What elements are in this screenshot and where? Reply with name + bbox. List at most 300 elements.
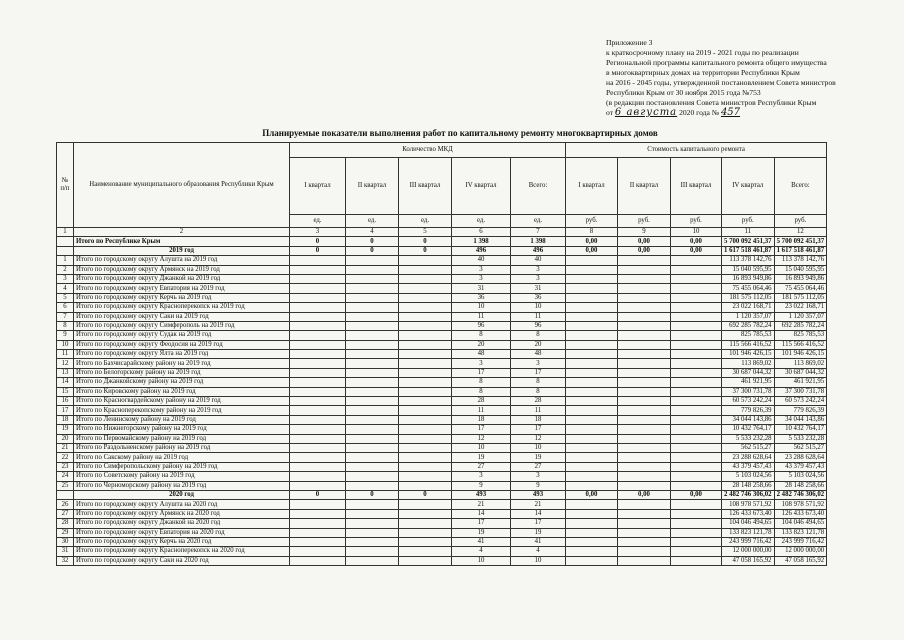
q3-cost-cell bbox=[671, 519, 722, 528]
row-number-cell: 8 bbox=[57, 321, 74, 330]
total-count-cell: 4 bbox=[511, 547, 566, 556]
total-cost-cell: 104 046 494,65 bbox=[774, 519, 827, 528]
q4-count-cell: 40 bbox=[452, 256, 511, 265]
q4-count-cell: 8 bbox=[452, 378, 511, 387]
appendix-line: Республики Крым от 30 ноября 2015 года №753 bbox=[606, 88, 761, 97]
row-name-cell: Итого по городскому округу Алушта на 2020 год bbox=[74, 500, 290, 509]
q2-cost-cell bbox=[618, 387, 671, 396]
q4-count-cell: 493 bbox=[452, 490, 511, 499]
q1-cost-cell bbox=[566, 293, 618, 302]
total-cost-cell: 562 515,27 bbox=[774, 443, 827, 452]
q4-cost-cell: 113 869,02 bbox=[722, 359, 775, 368]
q4-count-cell: 11 bbox=[452, 312, 511, 321]
q3-cost-cell bbox=[671, 453, 722, 462]
appendix-line: в многоквартирных домах на территории Республики Крым bbox=[606, 68, 800, 77]
q2-count-cell bbox=[346, 547, 399, 556]
unit-cell: руб. bbox=[722, 215, 775, 228]
row-name-cell: Итого по городскому округу Судак на 2019 год bbox=[74, 331, 290, 340]
total-count-cell: 10 bbox=[511, 556, 566, 565]
q4-cost-cell: 133 823 121,78 bbox=[722, 528, 775, 537]
q2-cost-cell bbox=[618, 303, 671, 312]
q3-count-cell bbox=[399, 481, 452, 490]
row-number-cell: 31 bbox=[57, 547, 74, 556]
q3-count-cell: 0 bbox=[399, 246, 452, 255]
table-row bbox=[57, 509, 827, 518]
q4-count-cell: 10 bbox=[452, 556, 511, 565]
q1-cost-cell bbox=[566, 434, 618, 443]
table-row bbox=[57, 547, 827, 556]
q4-count-cell: 8 bbox=[452, 387, 511, 396]
appendix-line: Приложение 3 bbox=[606, 38, 653, 47]
q1-cost-cell: 0,00 bbox=[566, 490, 618, 499]
q3-count-cell bbox=[399, 312, 452, 321]
total-cost-cell: 23 288 628,64 bbox=[774, 453, 827, 462]
q4-cost-cell: 10 432 764,17 bbox=[722, 425, 775, 434]
total-cost-cell: 23 022 168,71 bbox=[774, 303, 827, 312]
q2-count-cell bbox=[346, 321, 399, 330]
q2-count-cell bbox=[346, 528, 399, 537]
row-name-cell: Итого по Раздольненскому району на 2019 год bbox=[74, 443, 290, 452]
row-name-cell: Итого по городскому округу Алушта на 2019 год bbox=[74, 256, 290, 265]
row-name-cell: Итого по Ленинскому району на 2019 год bbox=[74, 415, 290, 424]
q4-cost-cell: 5 700 092 451,37 bbox=[722, 237, 775, 246]
header-cost-q1: I квартал bbox=[566, 158, 618, 215]
q2-cost-cell bbox=[618, 415, 671, 424]
q4-cost-cell: 15 040 595,95 bbox=[722, 265, 775, 274]
row-number-cell: 28 bbox=[57, 519, 74, 528]
total-count-cell: 96 bbox=[511, 321, 566, 330]
q1-count-cell bbox=[290, 274, 346, 283]
q3-cost-cell bbox=[671, 293, 722, 302]
table-row bbox=[57, 453, 827, 462]
row-name-cell: Итого по Симферопольскому району на 2019 год bbox=[74, 462, 290, 471]
table-row bbox=[57, 537, 827, 546]
q3-cost-cell bbox=[671, 462, 722, 471]
table-row bbox=[57, 265, 827, 274]
q4-cost-cell: 23 288 628,64 bbox=[722, 453, 775, 462]
handwritten-number: 457 bbox=[720, 107, 741, 118]
row-name-cell: Итого по Республике Крым bbox=[74, 237, 290, 246]
q1-count-cell bbox=[290, 340, 346, 349]
q3-cost-cell bbox=[671, 500, 722, 509]
total-count-cell: 19 bbox=[511, 528, 566, 537]
q2-cost-cell bbox=[618, 274, 671, 283]
q1-count-cell bbox=[290, 265, 346, 274]
total-cost-cell: 101 946 426,15 bbox=[774, 350, 827, 359]
q4-count-cell: 96 bbox=[452, 321, 511, 330]
q2-cost-cell bbox=[618, 293, 671, 302]
total-cost-cell: 10 432 764,17 bbox=[774, 425, 827, 434]
total-count-cell: 31 bbox=[511, 284, 566, 293]
q2-cost-cell bbox=[618, 547, 671, 556]
total-cost-cell: 34 044 143,86 bbox=[774, 415, 827, 424]
q3-count-cell bbox=[399, 368, 452, 377]
q3-count-cell bbox=[399, 453, 452, 462]
colnum-cell: 2 bbox=[74, 228, 290, 237]
q1-count-cell bbox=[290, 293, 346, 302]
header-cost-total: Всего: bbox=[774, 158, 827, 215]
table-row bbox=[57, 519, 827, 528]
total-count-cell: 10 bbox=[511, 303, 566, 312]
q1-count-cell bbox=[290, 406, 346, 415]
row-number-cell: 22 bbox=[57, 453, 74, 462]
row-name-cell: Итого по Красногвардейскому району на 2019 год bbox=[74, 397, 290, 406]
header-cost-q4: IV квартал bbox=[722, 158, 775, 215]
table-row bbox=[57, 340, 827, 349]
colnum-cell: 12 bbox=[774, 228, 827, 237]
q2-cost-cell bbox=[618, 397, 671, 406]
q4-count-cell: 3 bbox=[452, 359, 511, 368]
q2-count-cell bbox=[346, 359, 399, 368]
total-cost-cell: 15 040 595,95 bbox=[774, 265, 827, 274]
q4-cost-cell: 30 687 044,32 bbox=[722, 368, 775, 377]
total-cost-cell: 113 869,02 bbox=[774, 359, 827, 368]
total-cost-cell: 43 379 457,43 bbox=[774, 462, 827, 471]
q2-count-cell bbox=[346, 425, 399, 434]
row-name-cell: Итого по городскому округу Джанкой на 2020 год bbox=[74, 519, 290, 528]
q1-cost-cell bbox=[566, 274, 618, 283]
total-count-cell: 41 bbox=[511, 537, 566, 546]
q2-count-cell bbox=[346, 443, 399, 452]
q4-count-cell: 3 bbox=[452, 472, 511, 481]
row-number-cell: 32 bbox=[57, 556, 74, 565]
from-prefix: от bbox=[606, 108, 614, 117]
table-row bbox=[57, 387, 827, 396]
q2-cost-cell bbox=[618, 284, 671, 293]
q4-count-cell: 18 bbox=[452, 415, 511, 424]
total-count-cell: 10 bbox=[511, 443, 566, 452]
handwritten-date: 6 августа bbox=[614, 107, 678, 118]
total-cost-cell: 5 103 024,56 bbox=[774, 472, 827, 481]
q1-cost-cell bbox=[566, 321, 618, 330]
q4-count-cell: 20 bbox=[452, 340, 511, 349]
q3-cost-cell bbox=[671, 340, 722, 349]
row-number-cell: 6 bbox=[57, 303, 74, 312]
q2-cost-cell bbox=[618, 462, 671, 471]
q2-cost-cell bbox=[618, 453, 671, 462]
table-row bbox=[57, 256, 827, 265]
q1-cost-cell bbox=[566, 340, 618, 349]
q2-cost-cell: 0,00 bbox=[618, 490, 671, 499]
table-row bbox=[57, 350, 827, 359]
q2-count-cell bbox=[346, 265, 399, 274]
row-number-cell: 3 bbox=[57, 274, 74, 283]
q1-cost-cell bbox=[566, 397, 618, 406]
colnum-cell: 5 bbox=[399, 228, 452, 237]
q3-count-cell bbox=[399, 274, 452, 283]
q4-cost-cell: 60 573 242,24 bbox=[722, 397, 775, 406]
total-count-cell: 1 398 bbox=[511, 237, 566, 246]
q1-cost-cell bbox=[566, 547, 618, 556]
row-number-cell: 20 bbox=[57, 434, 74, 443]
row-number-cell: 17 bbox=[57, 406, 74, 415]
q1-count-cell bbox=[290, 528, 346, 537]
total-count-cell: 17 bbox=[511, 519, 566, 528]
row-name-cell: Итого по городскому округу Армянск на 2020 год bbox=[74, 509, 290, 518]
q3-cost-cell bbox=[671, 331, 722, 340]
total-cost-cell: 16 893 949,86 bbox=[774, 274, 827, 283]
q1-cost-cell bbox=[566, 265, 618, 274]
q4-cost-cell: 113 378 142,76 bbox=[722, 256, 775, 265]
row-name-cell: Итого по городскому округу Симферополь на 2019 год bbox=[74, 321, 290, 330]
table-row bbox=[57, 246, 827, 255]
total-count-cell: 19 bbox=[511, 453, 566, 462]
q3-count-cell: 0 bbox=[399, 490, 452, 499]
q4-cost-cell: 1 120 357,07 bbox=[722, 312, 775, 321]
table-row bbox=[57, 274, 827, 283]
q1-cost-cell bbox=[566, 368, 618, 377]
q4-count-cell: 19 bbox=[452, 528, 511, 537]
total-cost-cell: 5 700 092 451,37 bbox=[774, 237, 827, 246]
q1-count-cell bbox=[290, 453, 346, 462]
q1-count-cell bbox=[290, 425, 346, 434]
table-row bbox=[57, 284, 827, 293]
q3-cost-cell bbox=[671, 406, 722, 415]
date-line bbox=[606, 108, 896, 118]
colnum-cell: 9 bbox=[618, 228, 671, 237]
total-cost-cell: 181 575 112,05 bbox=[774, 293, 827, 302]
q3-count-cell bbox=[399, 425, 452, 434]
total-cost-cell: 12 000 000,00 bbox=[774, 547, 827, 556]
q4-count-cell: 36 bbox=[452, 293, 511, 302]
total-count-cell: 9 bbox=[511, 481, 566, 490]
q3-cost-cell bbox=[671, 528, 722, 537]
row-name-cell: Итого по Сакскому району на 2019 год bbox=[74, 453, 290, 462]
q2-cost-cell bbox=[618, 359, 671, 368]
q3-count-cell bbox=[399, 350, 452, 359]
q2-count-cell: 0 bbox=[346, 237, 399, 246]
q4-count-cell: 41 bbox=[452, 537, 511, 546]
total-count-cell: 48 bbox=[511, 350, 566, 359]
q1-cost-cell bbox=[566, 284, 618, 293]
table-row bbox=[57, 415, 827, 424]
q1-cost-cell: 0,00 bbox=[566, 237, 618, 246]
plan-table bbox=[56, 142, 827, 566]
row-number-cell: 5 bbox=[57, 293, 74, 302]
q1-count-cell bbox=[290, 387, 346, 396]
q2-count-cell bbox=[346, 368, 399, 377]
table-row bbox=[57, 481, 827, 490]
total-cost-cell: 461 921,95 bbox=[774, 378, 827, 387]
row-number-cell bbox=[57, 246, 74, 255]
colnum-cell: 3 bbox=[290, 228, 346, 237]
table-row bbox=[57, 472, 827, 481]
row-name-cell: Итого по городскому округу Керчь на 2020 год bbox=[74, 537, 290, 546]
total-count-cell: 11 bbox=[511, 312, 566, 321]
table-row bbox=[57, 434, 827, 443]
row-number-cell: 21 bbox=[57, 443, 74, 452]
q4-count-cell: 11 bbox=[452, 406, 511, 415]
total-cost-cell: 37 300 731,78 bbox=[774, 387, 827, 396]
q4-count-cell: 17 bbox=[452, 425, 511, 434]
q2-count-cell bbox=[346, 481, 399, 490]
q3-cost-cell bbox=[671, 265, 722, 274]
q2-cost-cell bbox=[618, 481, 671, 490]
row-name-cell: Итого по Нижнегорскому району на 2019 год bbox=[74, 425, 290, 434]
q4-count-cell: 48 bbox=[452, 350, 511, 359]
total-cost-cell: 126 433 673,40 bbox=[774, 509, 827, 518]
q3-count-cell: 0 bbox=[399, 237, 452, 246]
q3-cost-cell bbox=[671, 509, 722, 518]
q1-cost-cell bbox=[566, 425, 618, 434]
q4-count-cell: 17 bbox=[452, 368, 511, 377]
unit-cell: ед. bbox=[511, 215, 566, 228]
unit-cell: руб. bbox=[618, 215, 671, 228]
total-cost-cell: 75 455 064,46 bbox=[774, 284, 827, 293]
table-row bbox=[57, 462, 827, 471]
q1-count-cell bbox=[290, 284, 346, 293]
q3-cost-cell bbox=[671, 321, 722, 330]
q1-cost-cell bbox=[566, 350, 618, 359]
row-number-cell: 30 bbox=[57, 537, 74, 546]
q2-count-cell bbox=[346, 434, 399, 443]
q3-count-cell bbox=[399, 406, 452, 415]
q1-cost-cell bbox=[566, 472, 618, 481]
q2-cost-cell bbox=[618, 500, 671, 509]
q1-cost-cell: 0,00 bbox=[566, 246, 618, 255]
q2-cost-cell bbox=[618, 519, 671, 528]
q3-count-cell bbox=[399, 415, 452, 424]
row-name-cell: Итого по городскому округу Феодосия на 2019 год bbox=[74, 340, 290, 349]
q1-cost-cell bbox=[566, 528, 618, 537]
q4-cost-cell: 28 148 258,66 bbox=[722, 481, 775, 490]
q3-count-cell bbox=[399, 556, 452, 565]
q2-count-cell bbox=[346, 350, 399, 359]
q4-count-cell: 3 bbox=[452, 274, 511, 283]
q1-cost-cell bbox=[566, 462, 618, 471]
q3-cost-cell bbox=[671, 443, 722, 452]
q2-cost-cell: 0,00 bbox=[618, 246, 671, 255]
q1-cost-cell bbox=[566, 415, 618, 424]
q4-cost-cell: 37 300 731,78 bbox=[722, 387, 775, 396]
row-name-cell: Итого по городскому округу Евпатория на 2019 год bbox=[74, 284, 290, 293]
q2-count-cell bbox=[346, 331, 399, 340]
q3-count-cell bbox=[399, 387, 452, 396]
row-name-cell: Итого по Первомайскому району на 2019 год bbox=[74, 434, 290, 443]
table-row bbox=[57, 500, 827, 509]
q4-cost-cell: 779 826,39 bbox=[722, 406, 775, 415]
q2-cost-cell bbox=[618, 340, 671, 349]
q2-count-cell bbox=[346, 453, 399, 462]
q4-count-cell: 21 bbox=[452, 500, 511, 509]
q4-count-cell: 496 bbox=[452, 246, 511, 255]
q2-cost-cell bbox=[618, 406, 671, 415]
header-q3: III квартал bbox=[399, 158, 452, 215]
table-row bbox=[57, 490, 827, 499]
total-count-cell: 3 bbox=[511, 472, 566, 481]
q3-cost-cell bbox=[671, 415, 722, 424]
header-q2: II квартал bbox=[346, 158, 399, 215]
q1-count-cell bbox=[290, 397, 346, 406]
appendix-line: к краткосрочному плану на 2019 - 2021 годы по реализации bbox=[606, 48, 799, 57]
table-row bbox=[57, 331, 827, 340]
q2-cost-cell bbox=[618, 368, 671, 377]
header-count-group: Количество МКД bbox=[290, 143, 566, 158]
q3-count-cell bbox=[399, 500, 452, 509]
q3-cost-cell bbox=[671, 359, 722, 368]
row-number-cell: 2 bbox=[57, 265, 74, 274]
q1-cost-cell bbox=[566, 509, 618, 518]
total-cost-cell: 47 058 165,92 bbox=[774, 556, 827, 565]
q3-count-cell bbox=[399, 443, 452, 452]
q4-cost-cell: 5 103 024,56 bbox=[722, 472, 775, 481]
q3-count-cell bbox=[399, 519, 452, 528]
q2-cost-cell bbox=[618, 443, 671, 452]
q3-cost-cell bbox=[671, 547, 722, 556]
total-cost-cell: 243 999 716,42 bbox=[774, 537, 827, 546]
q1-count-cell bbox=[290, 537, 346, 546]
q3-count-cell bbox=[399, 434, 452, 443]
row-number-cell: 25 bbox=[57, 481, 74, 490]
table-row bbox=[57, 443, 827, 452]
q2-count-cell: 0 bbox=[346, 246, 399, 255]
row-number-cell: 23 bbox=[57, 462, 74, 471]
unit-cell: руб. bbox=[566, 215, 618, 228]
q1-count-cell bbox=[290, 331, 346, 340]
q3-cost-cell bbox=[671, 274, 722, 283]
q1-cost-cell bbox=[566, 256, 618, 265]
q3-cost-cell bbox=[671, 481, 722, 490]
q3-count-cell bbox=[399, 303, 452, 312]
row-number-cell: 13 bbox=[57, 368, 74, 377]
q4-cost-cell: 16 893 949,86 bbox=[722, 274, 775, 283]
q1-cost-cell bbox=[566, 387, 618, 396]
q2-cost-cell bbox=[618, 556, 671, 565]
q4-cost-cell: 562 515,27 bbox=[722, 443, 775, 452]
q4-count-cell: 19 bbox=[452, 453, 511, 462]
q1-count-cell bbox=[290, 359, 346, 368]
q3-count-cell bbox=[399, 321, 452, 330]
row-number-cell bbox=[57, 237, 74, 246]
row-name-cell: Итого по Джанкойскому району на 2019 год bbox=[74, 378, 290, 387]
total-cost-cell: 779 826,39 bbox=[774, 406, 827, 415]
row-number-cell: 26 bbox=[57, 500, 74, 509]
q2-count-cell bbox=[346, 472, 399, 481]
q4-cost-cell: 34 044 143,86 bbox=[722, 415, 775, 424]
q2-cost-cell bbox=[618, 434, 671, 443]
total-count-cell: 40 bbox=[511, 256, 566, 265]
colnum-cell: 10 bbox=[671, 228, 722, 237]
q1-cost-cell bbox=[566, 453, 618, 462]
q4-cost-cell: 12 000 000,00 bbox=[722, 547, 775, 556]
row-number-cell: 7 bbox=[57, 312, 74, 321]
q2-cost-cell bbox=[618, 378, 671, 387]
q3-cost-cell bbox=[671, 537, 722, 546]
q3-cost-cell bbox=[671, 350, 722, 359]
unit-cell: руб. bbox=[671, 215, 722, 228]
q3-cost-cell bbox=[671, 312, 722, 321]
q3-cost-cell bbox=[671, 434, 722, 443]
row-name-cell: Итого по городскому округу Евпатория на 2020 год bbox=[74, 528, 290, 537]
total-cost-cell: 825 785,53 bbox=[774, 331, 827, 340]
row-number-cell: 29 bbox=[57, 528, 74, 537]
q2-cost-cell bbox=[618, 509, 671, 518]
row-number-cell: 18 bbox=[57, 415, 74, 424]
table-row bbox=[57, 368, 827, 377]
q3-count-cell bbox=[399, 528, 452, 537]
q2-cost-cell bbox=[618, 312, 671, 321]
colnum-cell: 1 bbox=[57, 228, 74, 237]
total-count-cell: 3 bbox=[511, 265, 566, 274]
total-count-cell: 28 bbox=[511, 397, 566, 406]
q2-cost-cell bbox=[618, 350, 671, 359]
q4-count-cell: 10 bbox=[452, 303, 511, 312]
q4-cost-cell: 243 999 716,42 bbox=[722, 537, 775, 546]
q2-cost-cell bbox=[618, 256, 671, 265]
appendix-line: (в редакции постановления Совета министров Республики Крым bbox=[606, 98, 817, 107]
q3-count-cell bbox=[399, 340, 452, 349]
header-cost-group: Стоимость капитального ремонта bbox=[566, 143, 827, 158]
